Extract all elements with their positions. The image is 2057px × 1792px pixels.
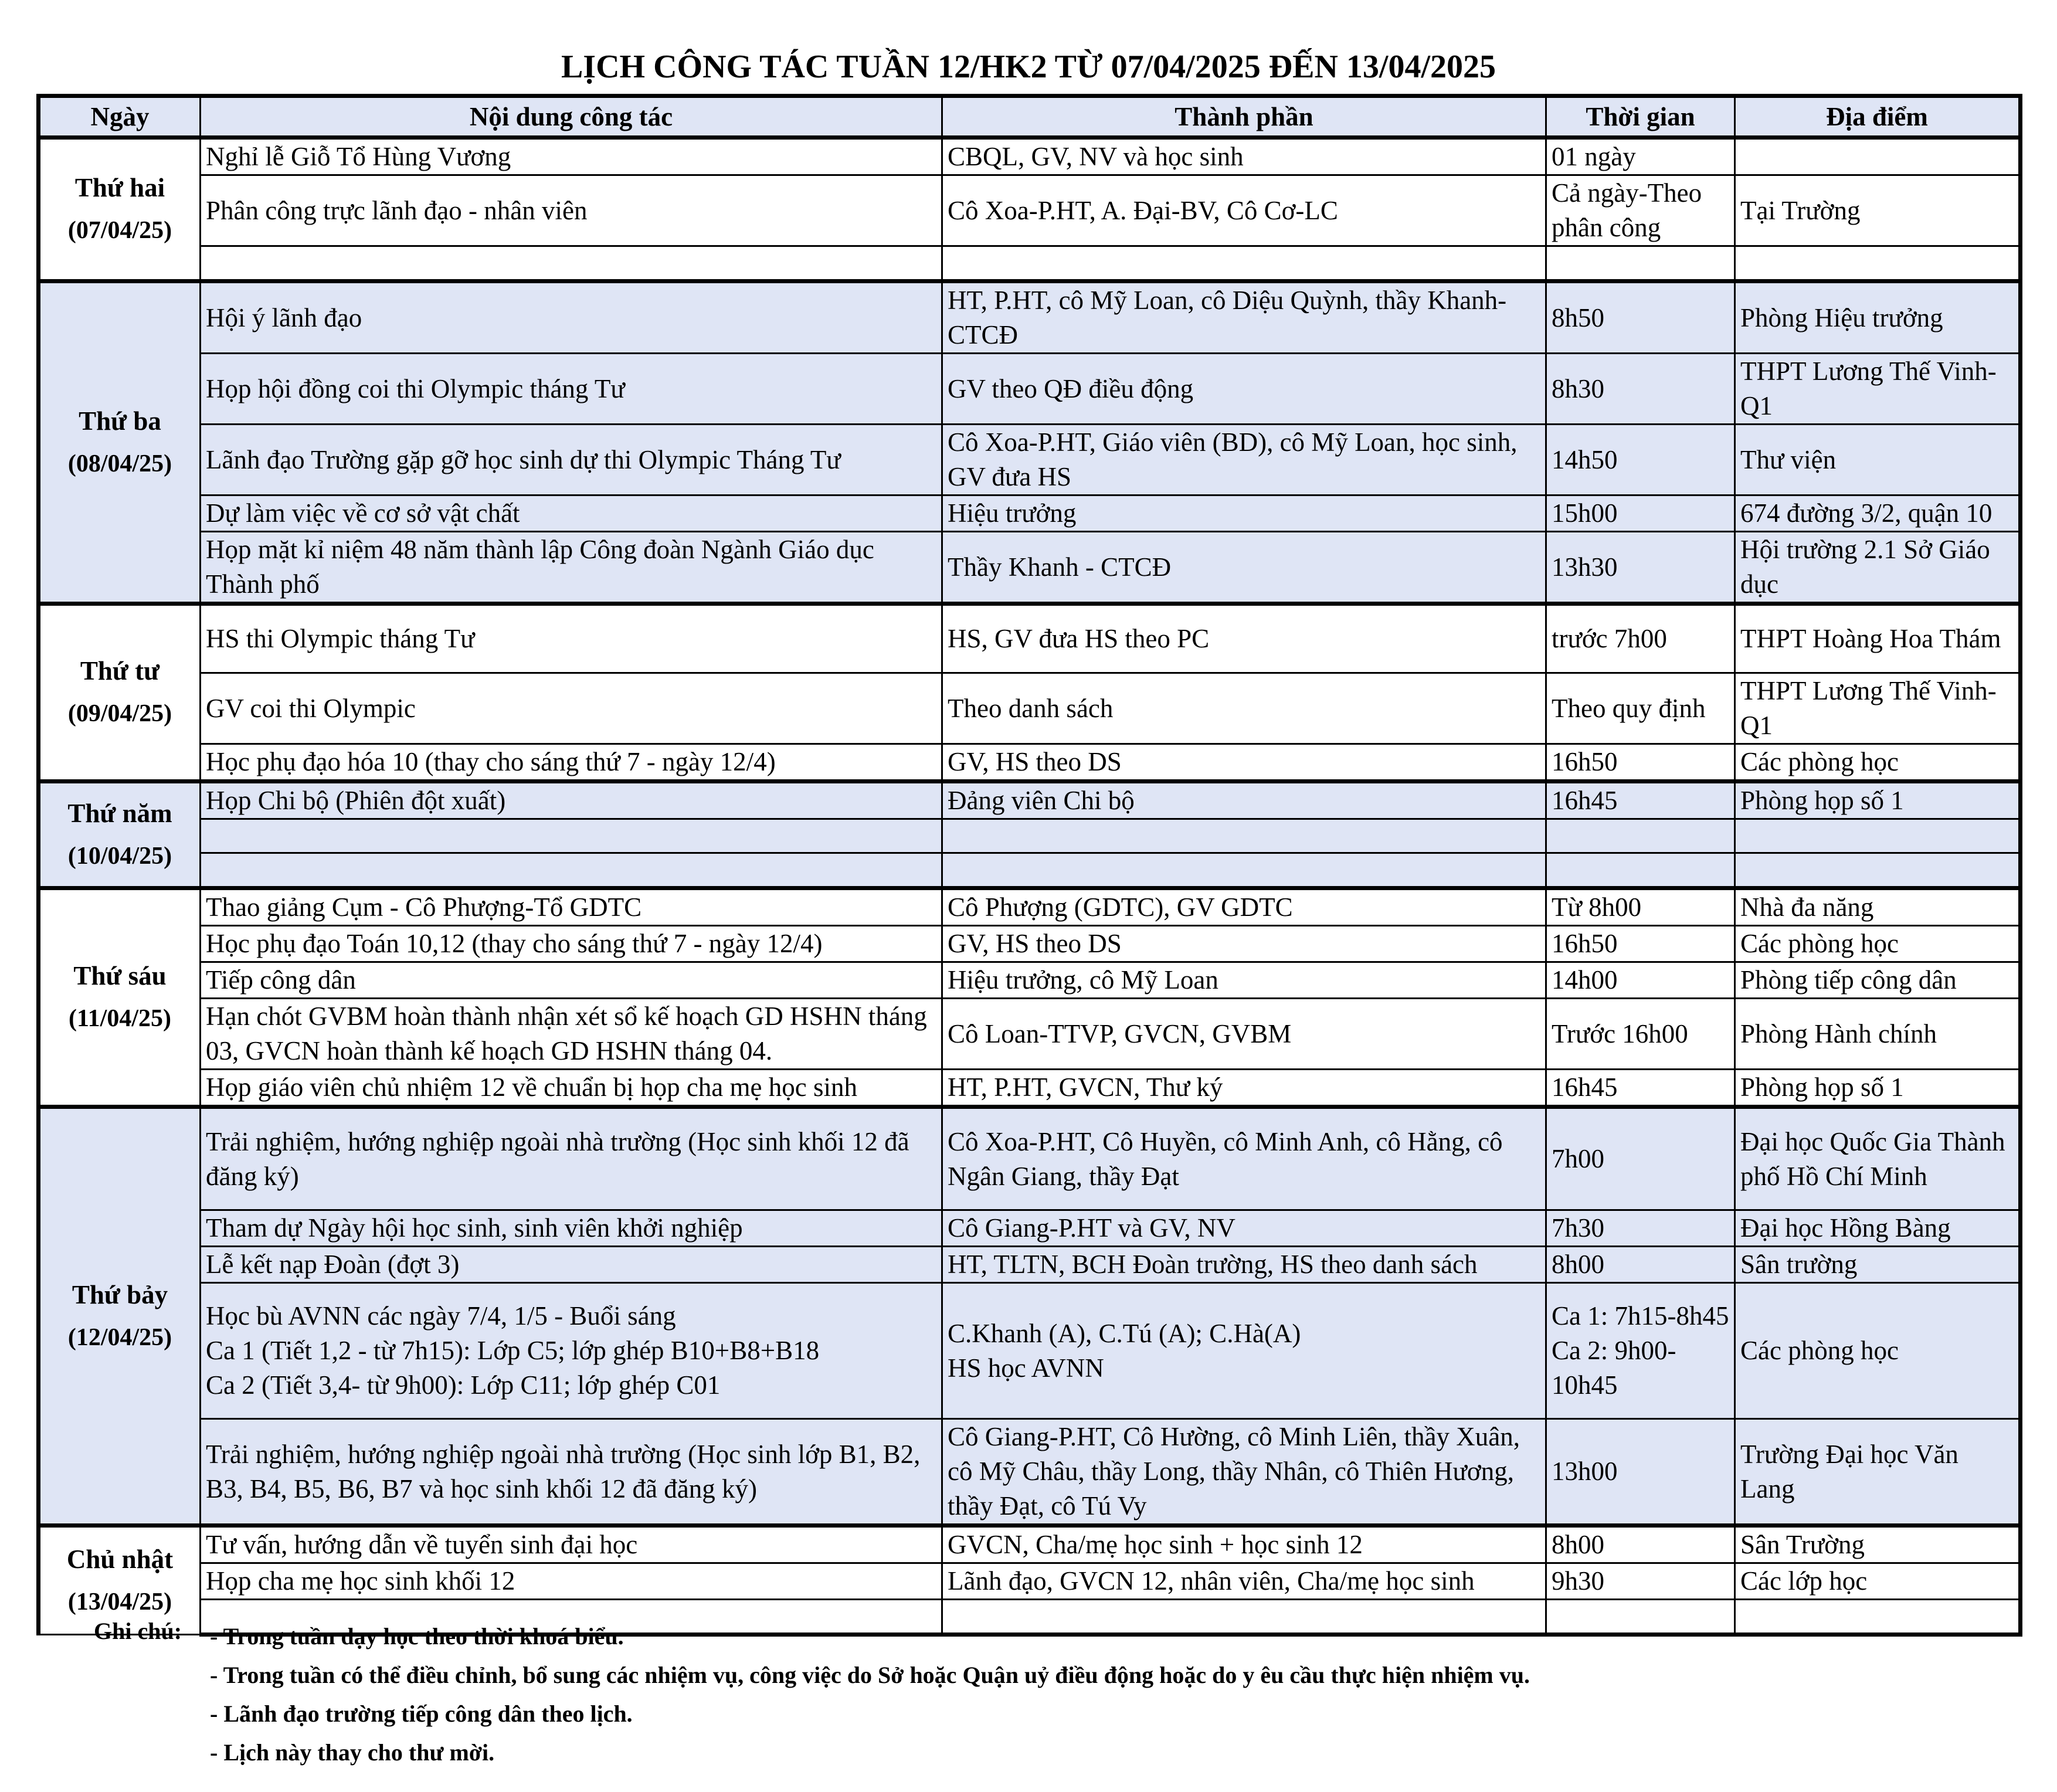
- day-name: Thứ bảy: [72, 1279, 168, 1309]
- page-title: LỊCH CÔNG TÁC TUẦN 12/HK2 TỪ 07/04/2025 ĐẾN 13/04/2025: [561, 49, 1496, 85]
- time-cell: 13h00: [1546, 1419, 1735, 1526]
- time-cell: 8h30: [1546, 354, 1735, 425]
- content-cell: Họp hội đồng coi thi Olympic tháng Tư: [201, 354, 942, 425]
- time-cell: Cả ngày-Theo phân công: [1546, 175, 1735, 246]
- content-cell: Hội ý lãnh đạo: [201, 281, 942, 354]
- content-cell: GV coi thi Olympic: [201, 673, 942, 744]
- time-cell: trước 7h00: [1546, 604, 1735, 673]
- table-row: [39, 1563, 2021, 1600]
- place-cell: [1735, 246, 2021, 281]
- table-row: [39, 495, 2021, 532]
- participants-cell: Cô Giang-P.HT và GV, NV: [942, 1210, 1546, 1247]
- day-cell: [39, 1107, 201, 1526]
- participants-cell: GV theo QĐ điều động: [942, 354, 1546, 425]
- table-row: [39, 744, 2021, 782]
- participants-cell: HT, P.HT, cô Mỹ Loan, cô Diệu Quỳnh, thầy Khanh-CTCĐ: [942, 281, 1546, 354]
- time-cell: 16h45: [1546, 1070, 1735, 1107]
- content-cell: Nghỉ lễ Giỗ Tổ Hùng Vương: [201, 138, 942, 175]
- content-cell: [201, 1283, 942, 1419]
- table-row: [39, 138, 2021, 175]
- time-cell: 8h00: [1546, 1526, 1735, 1563]
- time-cell: 16h50: [1546, 926, 1735, 962]
- notes-list: [210, 1617, 1969, 1772]
- place-cell: THPT Hoàng Hoa Thám: [1735, 604, 2021, 673]
- table-row: [39, 1247, 2021, 1283]
- table-row: [39, 532, 2021, 604]
- time-cell: Từ 8h00: [1546, 888, 1735, 926]
- table-row: [39, 853, 2021, 888]
- place-cell: Sân trường: [1735, 1247, 2021, 1283]
- time-cell: Trước 16h00: [1546, 999, 1735, 1070]
- content-cell-line: Ca 2 (Tiết 3,4- từ 9h00): Lớp C11; lớp ghép C01: [206, 1370, 721, 1400]
- participants-cell: Cô Xoa-P.HT, Giáo viên (BD), cô Mỹ Loan, học sinh, GV đưa HS: [942, 425, 1546, 495]
- time-cell: 15h00: [1546, 495, 1735, 532]
- content-cell: Dự làm việc về cơ sở vật chất: [201, 495, 942, 532]
- time-cell: 14h50: [1546, 425, 1735, 495]
- note-item: - Lịch này thay cho thư mời.: [210, 1739, 495, 1766]
- participants-cell: CBQL, GV, NV và học sinh: [942, 138, 1546, 175]
- day-cell: [39, 888, 201, 1107]
- place-cell: Hội trường 2.1 Sở Giáo dục: [1735, 532, 2021, 604]
- table-row: [39, 819, 2021, 853]
- participants-cell-line: C.Khanh (A), C.Tú (A); C.Hà(A): [948, 1318, 1301, 1348]
- place-cell: Phòng tiếp công dân: [1735, 962, 2021, 999]
- content-cell: [201, 819, 942, 853]
- participants-cell-line: HS học AVNN: [948, 1353, 1104, 1383]
- day-cell: [39, 604, 201, 782]
- place-cell: Phòng họp số 1: [1735, 1070, 2021, 1107]
- day-cell: [39, 281, 201, 604]
- place-cell: Tại Trường: [1735, 175, 2021, 246]
- col-header-day: Ngày: [39, 96, 201, 138]
- day-date: (07/04/25): [67, 217, 172, 244]
- participants-cell: Hiệu trưởng: [942, 495, 1546, 532]
- time-cell: [1546, 246, 1735, 281]
- content-cell: Hạn chót GVBM hoàn thành nhận xét sổ kế hoạch GD HSHN tháng 03, GVCN hoàn thành kế hoạch GD HSHN tháng 04.: [201, 999, 942, 1070]
- place-cell: Đại học Hồng Bàng: [1735, 1210, 2021, 1247]
- participants-cell: Cô Loan-TTVP, GVCN, GVBM: [942, 999, 1546, 1070]
- time-cell: 01 ngày: [1546, 138, 1735, 175]
- day-name: Chủ nhật: [66, 1544, 174, 1574]
- table-row: [39, 999, 2021, 1070]
- participants-cell: GVCN, Cha/mẹ học sinh + học sinh 12: [942, 1526, 1546, 1563]
- schedule-body: [39, 138, 2021, 1635]
- participants-cell: GV, HS theo DS: [942, 926, 1546, 962]
- notes-label: Ghi chú:: [94, 1618, 182, 1644]
- place-cell: Phòng Hiệu trưởng: [1735, 281, 2021, 354]
- day-date: (12/04/25): [67, 1323, 172, 1351]
- day-name: Thứ năm: [67, 798, 172, 828]
- day-name: Thứ sáu: [73, 961, 167, 990]
- day-date: (09/04/25): [67, 700, 172, 727]
- participants-cell: GV, HS theo DS: [942, 744, 1546, 782]
- table-row: [39, 888, 2021, 926]
- day-name: Thứ tư: [80, 656, 160, 685]
- table-row: [39, 673, 2021, 744]
- table-row: [39, 354, 2021, 425]
- day-cell: [39, 782, 201, 888]
- table-row: [39, 782, 2021, 819]
- participants-cell: Cô Phượng (GDTC), GV GDTC: [942, 888, 1546, 926]
- place-cell: Các lớp học: [1735, 1563, 2021, 1600]
- time-cell: [1546, 853, 1735, 888]
- content-cell: [201, 246, 942, 281]
- note-item: - Trong tuần dạy học theo thời khoá biểu.: [210, 1623, 624, 1650]
- table-row: [39, 175, 2021, 246]
- schedule-table: [36, 94, 2022, 1637]
- col-header-time: Thời gian: [1546, 96, 1735, 138]
- participants-cell: Theo danh sách: [942, 673, 1546, 744]
- time-cell: 8h50: [1546, 281, 1735, 354]
- time-cell: [1546, 819, 1735, 853]
- participants-cell: [942, 819, 1546, 853]
- time-cell: 14h00: [1546, 962, 1735, 999]
- place-cell: Trường Đại học Văn Lang: [1735, 1419, 2021, 1526]
- content-cell: Lễ kết nạp Đoàn (đợt 3): [201, 1247, 942, 1283]
- col-header-content: Nội dung công tác: [201, 96, 942, 138]
- table-row: [39, 1526, 2021, 1563]
- table-row: [39, 1107, 2021, 1210]
- day-name: Thứ ba: [79, 406, 161, 436]
- day-date: (08/04/25): [67, 450, 172, 477]
- day-date: (10/04/25): [67, 842, 172, 870]
- place-cell: Sân Trường: [1735, 1526, 2021, 1563]
- participants-cell: Lãnh đạo, GVCN 12, nhân viên, Cha/mẹ học sinh: [942, 1563, 1546, 1600]
- table-row: [39, 1283, 2021, 1419]
- participants-cell: Thầy Khanh - CTCĐ: [942, 532, 1546, 604]
- place-cell: Các phòng học: [1735, 1283, 2021, 1419]
- place-cell: Các phòng học: [1735, 744, 2021, 782]
- day-date: (13/04/25): [67, 1588, 172, 1615]
- table-row: [39, 1210, 2021, 1247]
- time-cell: 8h00: [1546, 1247, 1735, 1283]
- place-cell: Nhà đa năng: [1735, 888, 2021, 926]
- time-cell: Theo quy định: [1546, 673, 1735, 744]
- place-cell: THPT Lương Thế Vinh-Q1: [1735, 673, 2021, 744]
- note-item: - Trong tuần có thể điều chỉnh, bổ sung các nhiệm vụ, công việc do Sở hoặc Quận uỷ điều động hoặc do y êu cầu thực hiện nhiệm vụ.: [210, 1662, 1530, 1688]
- table-row: [39, 926, 2021, 962]
- participants-cell: HS, GV đưa HS theo PC: [942, 604, 1546, 673]
- participants-cell: Cô Xoa-P.HT, A. Đại-BV, Cô Cơ-LC: [942, 175, 1546, 246]
- content-cell: Tư vấn, hướng dẫn về tuyển sinh đại học: [201, 1526, 942, 1563]
- time-cell: [1546, 1283, 1735, 1419]
- participants-cell: HT, P.HT, GVCN, Thư ký: [942, 1070, 1546, 1107]
- content-cell: Họp giáo viên chủ nhiệm 12 về chuẩn bị họp cha mẹ học sinh: [201, 1070, 942, 1107]
- content-cell: Họp cha mẹ học sinh khối 12: [201, 1563, 942, 1600]
- place-cell: Phòng Hành chính: [1735, 999, 2021, 1070]
- place-cell: Đại học Quốc Gia Thành phố Hồ Chí Minh: [1735, 1107, 2021, 1210]
- time-cell-line: Ca 2: 9h00-10h45: [1552, 1336, 1676, 1400]
- content-cell: Họp mặt kỉ niệm 48 năm thành lập Công đoàn Ngành Giáo dục Thành phố: [201, 532, 942, 604]
- place-cell: [1735, 853, 2021, 888]
- content-cell: Học phụ đạo Toán 10,12 (thay cho sáng thứ 7 - ngày 12/4): [201, 926, 942, 962]
- place-cell: [1735, 819, 2021, 853]
- day-name: Thứ hai: [74, 173, 165, 202]
- header-row: [39, 96, 2021, 138]
- content-cell: Tiếp công dân: [201, 962, 942, 999]
- place-cell: THPT Lương Thế Vinh-Q1: [1735, 354, 2021, 425]
- content-cell: Lãnh đạo Trường gặp gỡ học sinh dự thi Olympic Tháng Tư: [201, 425, 942, 495]
- participants-cell: Cô Xoa-P.HT, Cô Huyền, cô Minh Anh, cô Hằng, cô Ngân Giang, thầy Đạt: [942, 1107, 1546, 1210]
- col-header-participants: Thành phần: [942, 96, 1546, 138]
- content-cell: Học phụ đạo hóa 10 (thay cho sáng thứ 7 - ngày 12/4): [201, 744, 942, 782]
- table-row: [39, 246, 2021, 281]
- participants-cell: Cô Giang-P.HT, Cô Hường, cô Minh Liên, thầy Xuân, cô Mỹ Châu, thầy Long, thầy Nhân, cô Thiên Hương, thầy Đạt, cô Tú Vy: [942, 1419, 1546, 1526]
- content-cell: Tham dự Ngày hội học sinh, sinh viên khởi nghiệp: [201, 1210, 942, 1247]
- time-cell-line: Ca 1: 7h15-8h45: [1552, 1301, 1729, 1331]
- content-cell-line: Ca 1 (Tiết 1,2 - từ 7h15): Lớp C5; lớp ghép B10+B8+B18: [206, 1336, 820, 1365]
- place-cell: 674 đường 3/2, quận 10: [1735, 495, 2021, 532]
- note-item: - Lãnh đạo trường tiếp công dân theo lịch.: [210, 1701, 633, 1727]
- table-row: [39, 604, 2021, 673]
- time-cell: 13h30: [1546, 532, 1735, 604]
- place-cell: Thư viện: [1735, 425, 2021, 495]
- content-cell: [201, 853, 942, 888]
- content-cell: Trải nghiệm, hướng nghiệp ngoài nhà trường (Học sinh khối 12 đã đăng ký): [201, 1107, 942, 1210]
- content-cell: Phân công trực lãnh đạo - nhân viên: [201, 175, 942, 246]
- content-cell: HS thi Olympic tháng Tư: [201, 604, 942, 673]
- time-cell: 16h50: [1546, 744, 1735, 782]
- participants-cell: Đảng viên Chi bộ: [942, 782, 1546, 819]
- time-cell: 9h30: [1546, 1563, 1735, 1600]
- content-cell: Họp Chi bộ (Phiên đột xuất): [201, 782, 942, 819]
- time-cell: 7h30: [1546, 1210, 1735, 1247]
- participants-cell: [942, 853, 1546, 888]
- content-cell-line: Học bù AVNN các ngày 7/4, 1/5 - Buổi sáng: [206, 1301, 676, 1331]
- table-row: [39, 1070, 2021, 1107]
- place-cell: Phòng họp số 1: [1735, 782, 2021, 819]
- table-row: [39, 281, 2021, 354]
- participants-cell: [942, 246, 1546, 281]
- col-header-place: Địa điểm: [1735, 96, 2021, 138]
- time-cell: 16h45: [1546, 782, 1735, 819]
- content-cell: Thao giảng Cụm - Cô Phượng-Tổ GDTC: [201, 888, 942, 926]
- day-cell: [39, 138, 201, 281]
- table-row: [39, 962, 2021, 999]
- participants-cell: [942, 1283, 1546, 1419]
- table-row: [39, 425, 2021, 495]
- participants-cell: HT, TLTN, BCH Đoàn trường, HS theo danh sách: [942, 1247, 1546, 1283]
- time-cell: 7h00: [1546, 1107, 1735, 1210]
- table-row: [39, 1419, 2021, 1526]
- participants-cell: Hiệu trưởng, cô Mỹ Loan: [942, 962, 1546, 999]
- day-date: (11/04/25): [69, 1005, 171, 1032]
- place-cell: Các phòng học: [1735, 926, 2021, 962]
- place-cell: [1735, 138, 2021, 175]
- content-cell: Trải nghiệm, hướng nghiệp ngoài nhà trường (Học sinh lớp B1, B2, B3, B4, B5, B6, B7 và học sinh khối 12 đã đăng ký): [201, 1419, 942, 1526]
